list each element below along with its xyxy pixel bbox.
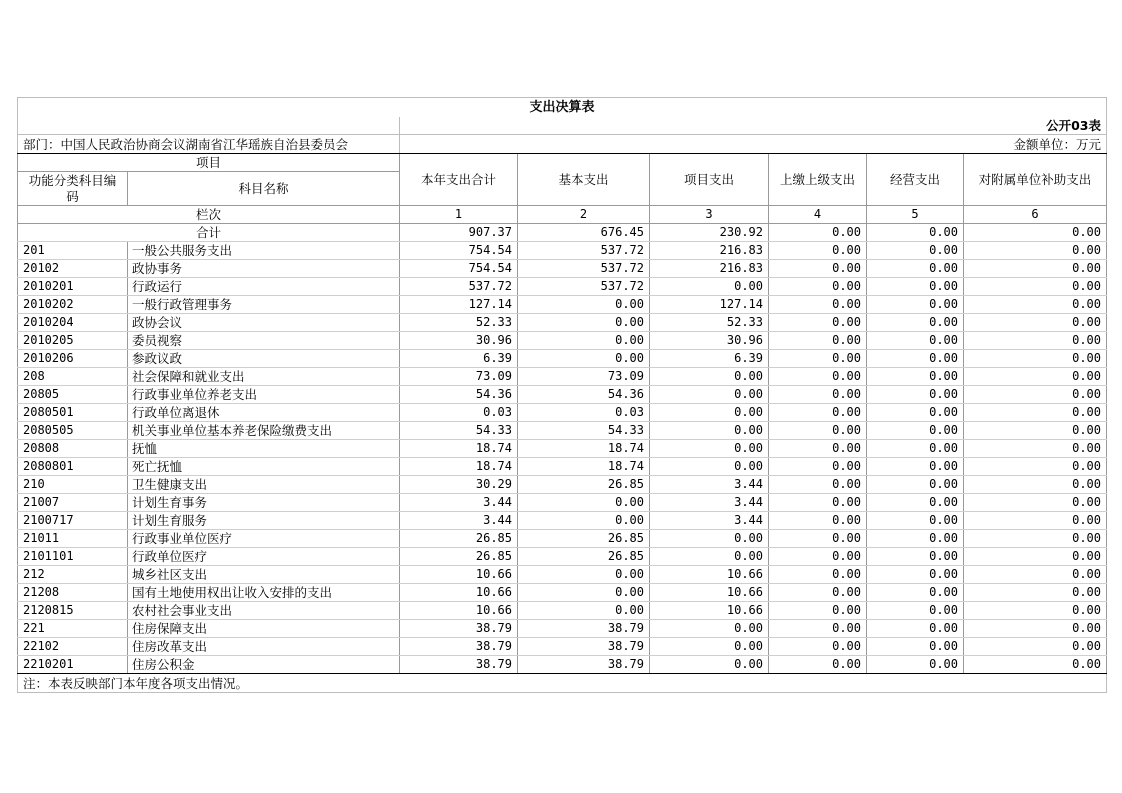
amount-cell: 73.09: [518, 368, 650, 386]
table-title: 支出决算表: [18, 98, 1107, 117]
amount-cell: 0.00: [964, 368, 1107, 386]
amount-cell: 0.00: [964, 242, 1107, 260]
amount-cell: 0.00: [518, 512, 650, 530]
amount-cell: 0.00: [964, 494, 1107, 512]
subject-name: 参政议政: [128, 350, 400, 368]
amount-cell: 0.00: [650, 638, 769, 656]
amount-cell: 0.00: [769, 620, 867, 638]
column-number: 4: [769, 206, 867, 224]
amount-cell: 0.00: [964, 476, 1107, 494]
amount-cell: 38.79: [518, 656, 650, 674]
amount-cell: 10.66: [650, 584, 769, 602]
subject-code: 20805: [18, 386, 128, 404]
amount-cell: 30.29: [400, 476, 518, 494]
total-value: 676.45: [518, 224, 650, 242]
column-number: 2: [518, 206, 650, 224]
amount-cell: 26.85: [518, 530, 650, 548]
amount-cell: 30.96: [650, 332, 769, 350]
header-name: 科目名称: [128, 172, 400, 206]
amount-cell: 537.72: [400, 278, 518, 296]
amount-cell: 0.00: [769, 602, 867, 620]
amount-cell: 0.00: [964, 260, 1107, 278]
subject-name: 行政单位医疗: [128, 548, 400, 566]
amount-cell: 0.00: [650, 386, 769, 404]
amount-cell: 38.79: [400, 656, 518, 674]
table-row: [18, 494, 1107, 512]
amount-cell: 0.00: [769, 512, 867, 530]
amount-cell: 0.00: [650, 404, 769, 422]
amount-cell: 0.00: [769, 494, 867, 512]
amount-cell: 0.00: [518, 350, 650, 368]
subject-name: 农村社会事业支出: [128, 602, 400, 620]
subject-code: 208: [18, 368, 128, 386]
amount-cell: 18.74: [400, 458, 518, 476]
amount-cell: 0.00: [867, 602, 964, 620]
amount-cell: 0.00: [964, 512, 1107, 530]
amount-cell: 0.00: [867, 458, 964, 476]
subject-code: 20102: [18, 260, 128, 278]
amount-cell: 38.79: [518, 620, 650, 638]
subject-code: 21208: [18, 584, 128, 602]
amount-cell: 0.00: [650, 368, 769, 386]
amount-cell: 0.00: [867, 620, 964, 638]
amount-cell: 10.66: [400, 584, 518, 602]
subject-code: 21007: [18, 494, 128, 512]
subject-code: 2010202: [18, 296, 128, 314]
amount-cell: 0.00: [518, 584, 650, 602]
amount-cell: 0.00: [769, 476, 867, 494]
amount-cell: 3.44: [400, 512, 518, 530]
amount-cell: 0.00: [769, 566, 867, 584]
subject-code: 21011: [18, 530, 128, 548]
amount-cell: 18.74: [400, 440, 518, 458]
amount-cell: 0.00: [964, 530, 1107, 548]
table-row: [18, 656, 1107, 674]
unit-label: 金额单位：万元: [400, 135, 1107, 154]
amount-cell: 0.00: [650, 278, 769, 296]
amount-cell: 0.00: [650, 656, 769, 674]
amount-cell: 0.00: [867, 242, 964, 260]
amount-cell: 127.14: [650, 296, 769, 314]
subject-name: 抚恤: [128, 440, 400, 458]
subject-code: 210: [18, 476, 128, 494]
amount-cell: 0.00: [769, 584, 867, 602]
table-row: [18, 458, 1107, 476]
amount-cell: 0.00: [964, 386, 1107, 404]
header-business: 经营支出: [867, 154, 964, 206]
amount-cell: 0.00: [769, 440, 867, 458]
total-value: 0.00: [964, 224, 1107, 242]
amount-cell: 0.00: [867, 350, 964, 368]
amount-cell: 0.00: [518, 566, 650, 584]
amount-cell: 0.00: [867, 566, 964, 584]
amount-cell: 3.44: [400, 494, 518, 512]
amount-cell: 18.74: [518, 458, 650, 476]
subject-code: 201: [18, 242, 128, 260]
table-row: [18, 350, 1107, 368]
amount-cell: 0.00: [964, 422, 1107, 440]
amount-cell: 0.00: [650, 530, 769, 548]
column-number: 3: [650, 206, 769, 224]
amount-cell: 0.00: [964, 404, 1107, 422]
amount-cell: 0.00: [769, 278, 867, 296]
table-row: [18, 566, 1107, 584]
subject-name: 社会保障和就业支出: [128, 368, 400, 386]
amount-cell: 0.00: [964, 638, 1107, 656]
subject-name: 行政运行: [128, 278, 400, 296]
subject-name: 住房公积金: [128, 656, 400, 674]
table-row: [18, 260, 1107, 278]
table-row: [18, 620, 1107, 638]
amount-cell: 54.36: [518, 386, 650, 404]
table-row: [18, 638, 1107, 656]
column-number: 5: [867, 206, 964, 224]
amount-cell: 52.33: [400, 314, 518, 332]
subject-code: 2010205: [18, 332, 128, 350]
amount-cell: 0.00: [650, 548, 769, 566]
expenditure-table: [17, 97, 1107, 693]
amount-cell: 0.00: [964, 656, 1107, 674]
table-row: [18, 296, 1107, 314]
amount-cell: 0.00: [867, 386, 964, 404]
amount-cell: 216.83: [650, 260, 769, 278]
amount-cell: 0.00: [964, 602, 1107, 620]
amount-cell: 38.79: [400, 638, 518, 656]
total-value: 0.00: [769, 224, 867, 242]
subject-name: 行政事业单位医疗: [128, 530, 400, 548]
amount-cell: 0.03: [400, 404, 518, 422]
column-index-label: 栏次: [18, 206, 400, 224]
amount-cell: 0.00: [867, 422, 964, 440]
amount-cell: 0.00: [964, 566, 1107, 584]
subject-code: 22102: [18, 638, 128, 656]
amount-cell: 0.00: [867, 440, 964, 458]
subject-code: 2100717: [18, 512, 128, 530]
table-row: [18, 242, 1107, 260]
amount-cell: 6.39: [400, 350, 518, 368]
amount-cell: 0.00: [769, 404, 867, 422]
amount-cell: 0.00: [964, 332, 1107, 350]
amount-cell: 0.00: [769, 458, 867, 476]
table-row: [18, 476, 1107, 494]
amount-cell: 0.03: [518, 404, 650, 422]
column-number: 1: [400, 206, 518, 224]
table-row: [18, 386, 1107, 404]
amount-cell: 54.36: [400, 386, 518, 404]
subject-name: 行政单位离退休: [128, 404, 400, 422]
amount-cell: 0.00: [867, 404, 964, 422]
amount-cell: 754.54: [400, 242, 518, 260]
subject-code: 2101101: [18, 548, 128, 566]
subject-name: 住房保障支出: [128, 620, 400, 638]
amount-cell: 0.00: [650, 620, 769, 638]
total-value: 907.37: [400, 224, 518, 242]
subject-name: 死亡抚恤: [128, 458, 400, 476]
amount-cell: 0.00: [518, 296, 650, 314]
amount-cell: 537.72: [518, 278, 650, 296]
amount-cell: 26.85: [518, 476, 650, 494]
amount-cell: 0.00: [769, 332, 867, 350]
total-value: 230.92: [650, 224, 769, 242]
amount-cell: 38.79: [400, 620, 518, 638]
table-row: [18, 368, 1107, 386]
table-row: [18, 314, 1107, 332]
table-row: [18, 512, 1107, 530]
subject-name: 一般公共服务支出: [128, 242, 400, 260]
amount-cell: 0.00: [769, 296, 867, 314]
amount-cell: 0.00: [769, 242, 867, 260]
expenditure-report-sheet: [17, 97, 1106, 693]
amount-cell: 537.72: [518, 242, 650, 260]
amount-cell: 38.79: [518, 638, 650, 656]
amount-cell: 0.00: [518, 494, 650, 512]
amount-cell: 6.39: [650, 350, 769, 368]
header-project-expenditure: 项目支出: [650, 154, 769, 206]
subject-code: 221: [18, 620, 128, 638]
subject-code: 212: [18, 566, 128, 584]
amount-cell: 0.00: [769, 368, 867, 386]
table-row: [18, 530, 1107, 548]
amount-cell: 0.00: [518, 314, 650, 332]
amount-cell: 0.00: [518, 602, 650, 620]
amount-cell: 0.00: [769, 548, 867, 566]
amount-cell: 0.00: [867, 530, 964, 548]
amount-cell: 0.00: [964, 314, 1107, 332]
amount-cell: 3.44: [650, 494, 769, 512]
amount-cell: 26.85: [400, 548, 518, 566]
amount-cell: 0.00: [867, 296, 964, 314]
amount-cell: 10.66: [650, 566, 769, 584]
amount-cell: 0.00: [964, 278, 1107, 296]
amount-cell: 30.96: [400, 332, 518, 350]
amount-cell: 52.33: [650, 314, 769, 332]
subject-code: 2080505: [18, 422, 128, 440]
amount-cell: 216.83: [650, 242, 769, 260]
amount-cell: 0.00: [650, 440, 769, 458]
amount-cell: 0.00: [964, 458, 1107, 476]
subject-name: 行政事业单位养老支出: [128, 386, 400, 404]
amount-cell: 0.00: [867, 368, 964, 386]
subject-code: 2010201: [18, 278, 128, 296]
total-label: 合计: [18, 224, 400, 242]
subject-name: 计划生育服务: [128, 512, 400, 530]
column-number: 6: [964, 206, 1107, 224]
amount-cell: 537.72: [518, 260, 650, 278]
amount-cell: 0.00: [769, 656, 867, 674]
subject-name: 政协事务: [128, 260, 400, 278]
amount-cell: 127.14: [400, 296, 518, 314]
amount-cell: 0.00: [769, 260, 867, 278]
amount-cell: 0.00: [867, 494, 964, 512]
amount-cell: 0.00: [769, 314, 867, 332]
header-total: 本年支出合计: [400, 154, 518, 206]
header-upper-payment: 上缴上级支出: [769, 154, 867, 206]
subject-name: 委员视察: [128, 332, 400, 350]
subject-code: 2080501: [18, 404, 128, 422]
amount-cell: 0.00: [867, 260, 964, 278]
table-note: 注：本表反映部门本年度各项支出情况。: [18, 674, 1107, 693]
table-row: [18, 584, 1107, 602]
amount-cell: 3.44: [650, 476, 769, 494]
amount-cell: 54.33: [518, 422, 650, 440]
table-row: [18, 278, 1107, 296]
amount-cell: 0.00: [867, 584, 964, 602]
amount-cell: 0.00: [650, 458, 769, 476]
header-basic: 基本支出: [518, 154, 650, 206]
subject-code: 2120815: [18, 602, 128, 620]
amount-cell: 10.66: [650, 602, 769, 620]
subject-name: 一般行政管理事务: [128, 296, 400, 314]
amount-cell: 0.00: [867, 638, 964, 656]
department-label: 部门：中国人民政治协商会议湖南省江华瑶族自治县委员会: [18, 135, 400, 154]
amount-cell: 0.00: [769, 350, 867, 368]
subject-name: 国有土地使用权出让收入安排的支出: [128, 584, 400, 602]
amount-cell: 0.00: [867, 656, 964, 674]
amount-cell: 0.00: [769, 386, 867, 404]
header-code: 功能分类科目编码: [18, 172, 128, 206]
amount-cell: 3.44: [650, 512, 769, 530]
table-row: [18, 422, 1107, 440]
amount-cell: 54.33: [400, 422, 518, 440]
amount-cell: 0.00: [964, 296, 1107, 314]
amount-cell: 10.66: [400, 566, 518, 584]
table-row: [18, 548, 1107, 566]
amount-cell: 26.85: [518, 548, 650, 566]
amount-cell: 10.66: [400, 602, 518, 620]
subject-code: 2010204: [18, 314, 128, 332]
subject-name: 住房改革支出: [128, 638, 400, 656]
subject-name: 卫生健康支出: [128, 476, 400, 494]
amount-cell: 26.85: [400, 530, 518, 548]
table-code: 公开03表: [400, 117, 1107, 135]
amount-cell: 0.00: [867, 314, 964, 332]
amount-cell: 0.00: [769, 638, 867, 656]
subject-name: 计划生育事务: [128, 494, 400, 512]
header-project: 项目: [18, 154, 400, 172]
subject-code: 2210201: [18, 656, 128, 674]
table-row: [18, 332, 1107, 350]
subject-name: 城乡社区支出: [128, 566, 400, 584]
amount-cell: 0.00: [964, 584, 1107, 602]
amount-cell: 0.00: [518, 332, 650, 350]
blank-cell: [18, 117, 400, 135]
table-row: [18, 404, 1107, 422]
amount-cell: 754.54: [400, 260, 518, 278]
subject-code: 2010206: [18, 350, 128, 368]
amount-cell: 0.00: [867, 512, 964, 530]
amount-cell: 0.00: [964, 548, 1107, 566]
amount-cell: 0.00: [769, 530, 867, 548]
header-subsidy: 对附属单位补助支出: [964, 154, 1107, 206]
subject-code: 2080801: [18, 458, 128, 476]
amount-cell: 0.00: [867, 278, 964, 296]
subject-code: 20808: [18, 440, 128, 458]
amount-cell: 0.00: [964, 620, 1107, 638]
subject-name: 机关事业单位基本养老保险缴费支出: [128, 422, 400, 440]
amount-cell: 0.00: [867, 548, 964, 566]
amount-cell: 0.00: [964, 440, 1107, 458]
amount-cell: 0.00: [964, 350, 1107, 368]
amount-cell: 18.74: [518, 440, 650, 458]
amount-cell: 0.00: [769, 422, 867, 440]
total-value: 0.00: [867, 224, 964, 242]
amount-cell: 73.09: [400, 368, 518, 386]
amount-cell: 0.00: [867, 332, 964, 350]
subject-name: 政协会议: [128, 314, 400, 332]
amount-cell: 0.00: [650, 422, 769, 440]
table-row: [18, 602, 1107, 620]
table-row: [18, 440, 1107, 458]
amount-cell: 0.00: [867, 476, 964, 494]
